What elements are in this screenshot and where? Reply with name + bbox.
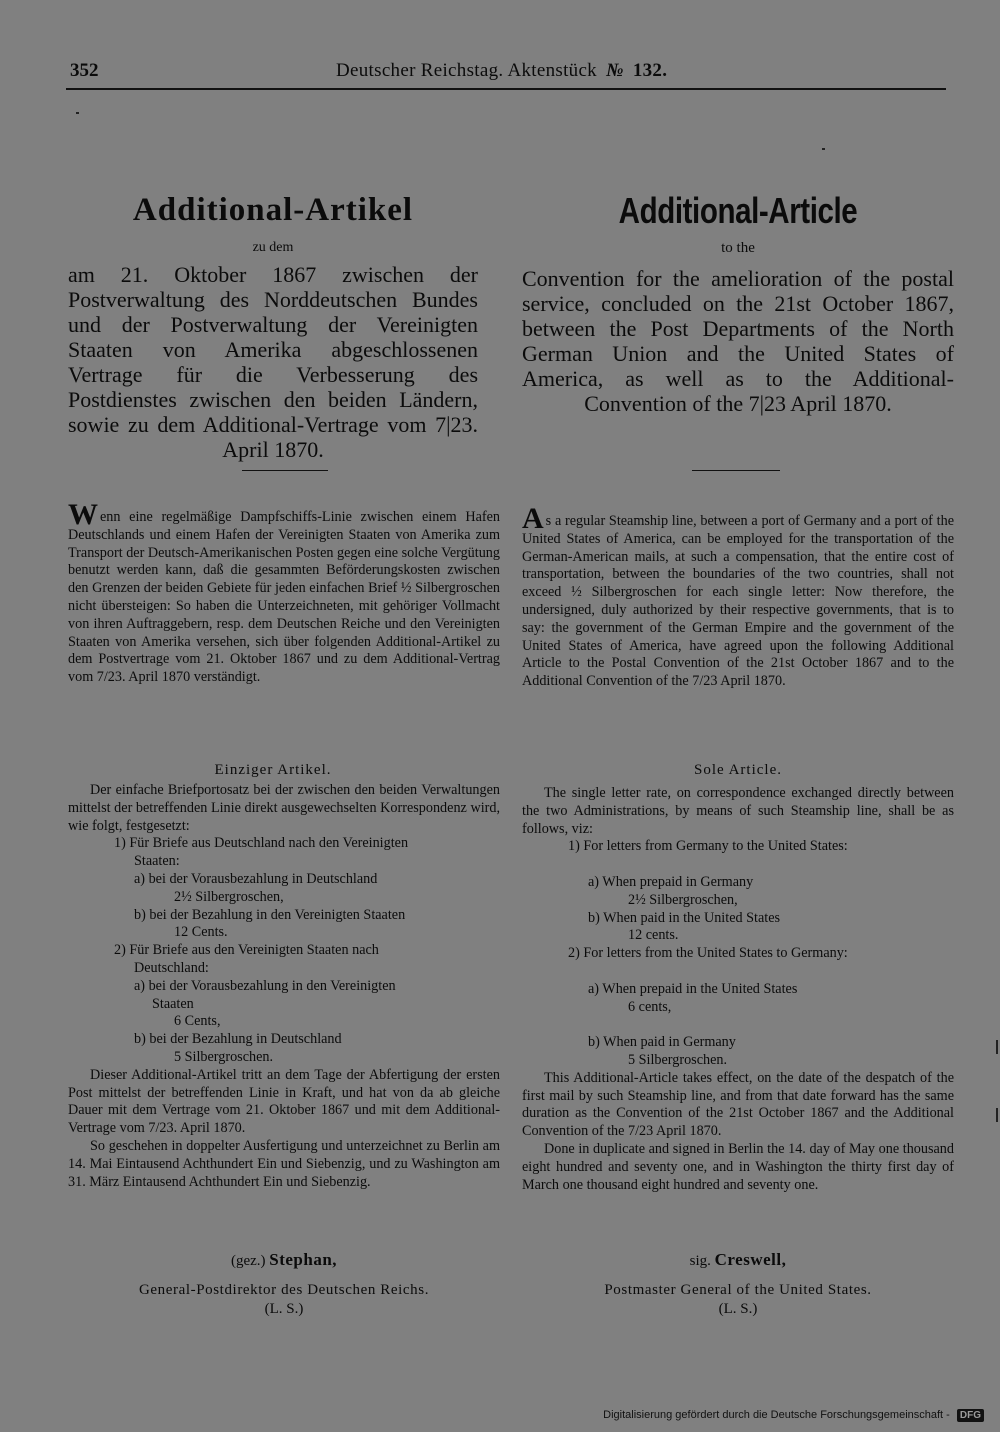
english-rate-2b-value: 5 Silbergroschen. — [628, 1051, 728, 1068]
german-dropcap: W — [68, 498, 98, 531]
running-title — [336, 60, 667, 82]
german-rate-2b-value: 5 Silbergroschen. — [174, 1048, 274, 1065]
running-title-text: Deutscher Reichstag. Aktenstück — [336, 60, 597, 81]
german-rate-1a: a) bei der Vorausbezahlung in Deutschland — [134, 870, 378, 887]
german-sig-title: General-Postdirektor des Deutschen Reichs. — [138, 1282, 430, 1298]
credit-text: Digitalisierung gefördert durch die Deutsche Forschungsgemeinschaft - — [603, 1409, 950, 1421]
german-article-intro: Der einfache Briefportosatz bei der zwischen den beiden Verwaltungen mittelst der betreffenden Linie direkt ausgewechselten Korrespondenz wird, wie folgt, festgesetzt: — [68, 782, 500, 834]
english-rate-2: 2) For letters from the United States to Germany: — [568, 945, 848, 962]
english-divider — [692, 470, 780, 471]
page-number: 352 — [70, 60, 99, 81]
german-seal: (L. S.) — [264, 1301, 304, 1317]
english-effect-paragraph: This Additional-Article takes effect, on the date of the despatch of the first mail by such Steamship line, and from that date forward has the same duration as the Convention of the 21st October 1867 and the Additional Convention of the 7/23 April 1870. — [522, 1069, 954, 1140]
english-preamble — [522, 502, 954, 691]
german-rate-1b-value: 12 Cents. — [174, 924, 228, 941]
spacer — [522, 856, 954, 874]
spacer — [522, 963, 954, 981]
running-head — [66, 58, 946, 90]
german-rate-1a-value: 2½ Silbergroschen, — [174, 888, 284, 905]
german-sig-prefix: (gez.) — [230, 1253, 266, 1269]
german-sig-name: Stephan, — [269, 1250, 338, 1269]
scan-speck — [822, 148, 825, 150]
english-heading: Additional-Article — [618, 190, 858, 231]
dfg-logo: DFG — [957, 1409, 984, 1422]
german-preamble — [68, 498, 500, 687]
scan-speck — [996, 1040, 998, 1054]
german-done-paragraph: So geschehen in doppelter Ausfertigung und unterzeichnet zu Berlin am 14. Mai Eintausend Achthundert Ein und Siebenzig, und zu Washington am 31. März Eintausend Achthundert Ein und Siebenzig. — [68, 1137, 500, 1190]
english-subheading: to the — [721, 240, 755, 256]
english-rate-1: 1) For letters from Germany to the United States: — [568, 838, 848, 855]
german-divider — [242, 470, 328, 471]
german-rate-1b: b) bei der Bezahlung in den Vereinigten Staaten — [134, 906, 406, 923]
english-rate-1b: b) When paid in the United States — [588, 909, 781, 926]
english-article-heading: Sole Article. — [694, 762, 782, 778]
german-heading: Additional-Artikel — [132, 192, 414, 228]
english-article — [522, 785, 954, 1194]
english-rate-1a: a) When prepaid in Germany — [588, 873, 754, 890]
english-sig-name: Creswell, — [714, 1250, 787, 1269]
german-rate-2: 2) Für Briefe aus den Vereinigten Staaten nach — [114, 942, 379, 959]
german-title-block: am 21. Oktober 1867 zwischen der Postverwaltung des Norddeutschen Bundes und der Postverwaltung der Vereinigten Staaten von Amerika abgeschlossenen Vertrage für die Verbesserung des Postdienstes zwischen den beiden Ländern, sowie zu dem Additional-Vertrage vom 7|23. April 1870. — [68, 262, 478, 462]
english-rate-2b: b) When paid in Germany — [588, 1034, 736, 1051]
english-rate-1b-value: 12 cents. — [628, 927, 679, 944]
number-sign: № — [606, 60, 624, 81]
german-rate-1-cont: Staaten: — [134, 853, 180, 870]
english-preamble-text: s a regular Steamship line, between a port of Germany and a port of the United States of America, can be employed for the transportation of the German-American mails, at such a compensation, that the entire cost of transportation, between the boundaries of the two countries, shall not exceed ½ Silbergroschen for each single letter: Now therefore, the undersigned, duly authorized by their respective governments, that is to say: the government of the German Empire and the government of the United States of America, have agreed upon the following Additional Article to the Postal Convention of the 21st October 1867 and to the Additional Convention of the 7/23 April 1870. — [522, 513, 954, 690]
german-article-heading: Einziger Artikel. — [214, 762, 332, 778]
english-sig-prefix: sig. — [689, 1253, 711, 1269]
german-subheading: zu dem — [252, 240, 294, 255]
english-seal: (L. S.) — [718, 1301, 758, 1317]
english-rate-2a: a) When prepaid in the United States — [588, 980, 798, 997]
document-number: 132. — [632, 60, 668, 81]
german-article — [68, 782, 500, 1191]
spacer — [522, 1016, 954, 1034]
english-rate-1a-value: 2½ Silbergroschen, — [628, 891, 738, 908]
digitization-credit — [603, 1409, 984, 1422]
scan-speck — [76, 112, 79, 114]
german-rate-2a-value: 6 Cents, — [174, 1013, 221, 1030]
german-rate-2a-cont: Staaten — [152, 995, 194, 1012]
english-signature — [522, 1250, 954, 1318]
german-signature — [68, 1250, 500, 1318]
english-article-intro: The single letter rate, on correspondence exchanged directly between the two Administrations, by means of such Steamship line, shall be as follows, viz: — [522, 785, 954, 837]
scan-speck — [996, 1108, 998, 1122]
english-rate-2a-value: 6 cents, — [628, 998, 672, 1015]
german-rate-2b: b) bei der Bezahlung in Deutschland — [134, 1031, 342, 1048]
german-rate-2a: a) bei der Vorausbezahlung in den Vereinigten — [134, 977, 396, 994]
english-dropcap: A — [522, 502, 544, 535]
german-preamble-text: enn eine regelmäßige Dampfschiffs-Linie zwischen einem Hafen Deutschlands und einem Hafen der Vereinigten Staaten von Amerika zum Transport der Deutsch-Amerikanischen Posten gegen eine solche Vergütung benutzt werden kann, daß die gesammten Beförderungskosten zwischen den Grenzen der beiden Gebiete für jeden einfachen Brief ½ Silbergroschen nicht übersteigen: So haben die Unterzeichneten, mit gehöriger Vollmacht von ihren Auftraggebern, resp. dem Deutschen Reiche und den Vereinigten Staaten von Amerika versehen, sich über folgenden Additional-Artikel zu dem Postvertrage vom 21. Oktober 1867 und zu dem Additional-Vertrag vom 7/23. April 1870 verständigt. — [68, 509, 500, 686]
german-effect-paragraph: Dieser Additional-Artikel tritt an dem Tage der Abfertigung der ersten Post mittelst der betreffenden Linie in Kraft, und hat von da ab gleiche Dauer mit dem Vertrage vom 21. Oktober 1867 und mit dem Additional-Vertrage vom 7/23. April 1870. — [68, 1066, 500, 1137]
english-sig-title: Postmaster General of the United States. — [604, 1282, 872, 1298]
english-title-block: Convention for the amelioration of the postal service, concluded on the 21st October 1867, between the Post Departments of the North German Union and the United States of America, as well as to the Additional-Convention of the 7|23 April 1870. — [522, 266, 954, 416]
german-rate-1: 1) Für Briefe aus Deutschland nach den Vereinigten — [114, 835, 409, 852]
german-rate-2-cont: Deutschland: — [134, 959, 209, 976]
english-done-paragraph: Done in duplicate and signed in Berlin the 14. day of May one thousand eight hundred and seventy one, and in Washington the thirty first day of March one thousand eight hundred and seventy one. — [522, 1140, 954, 1193]
